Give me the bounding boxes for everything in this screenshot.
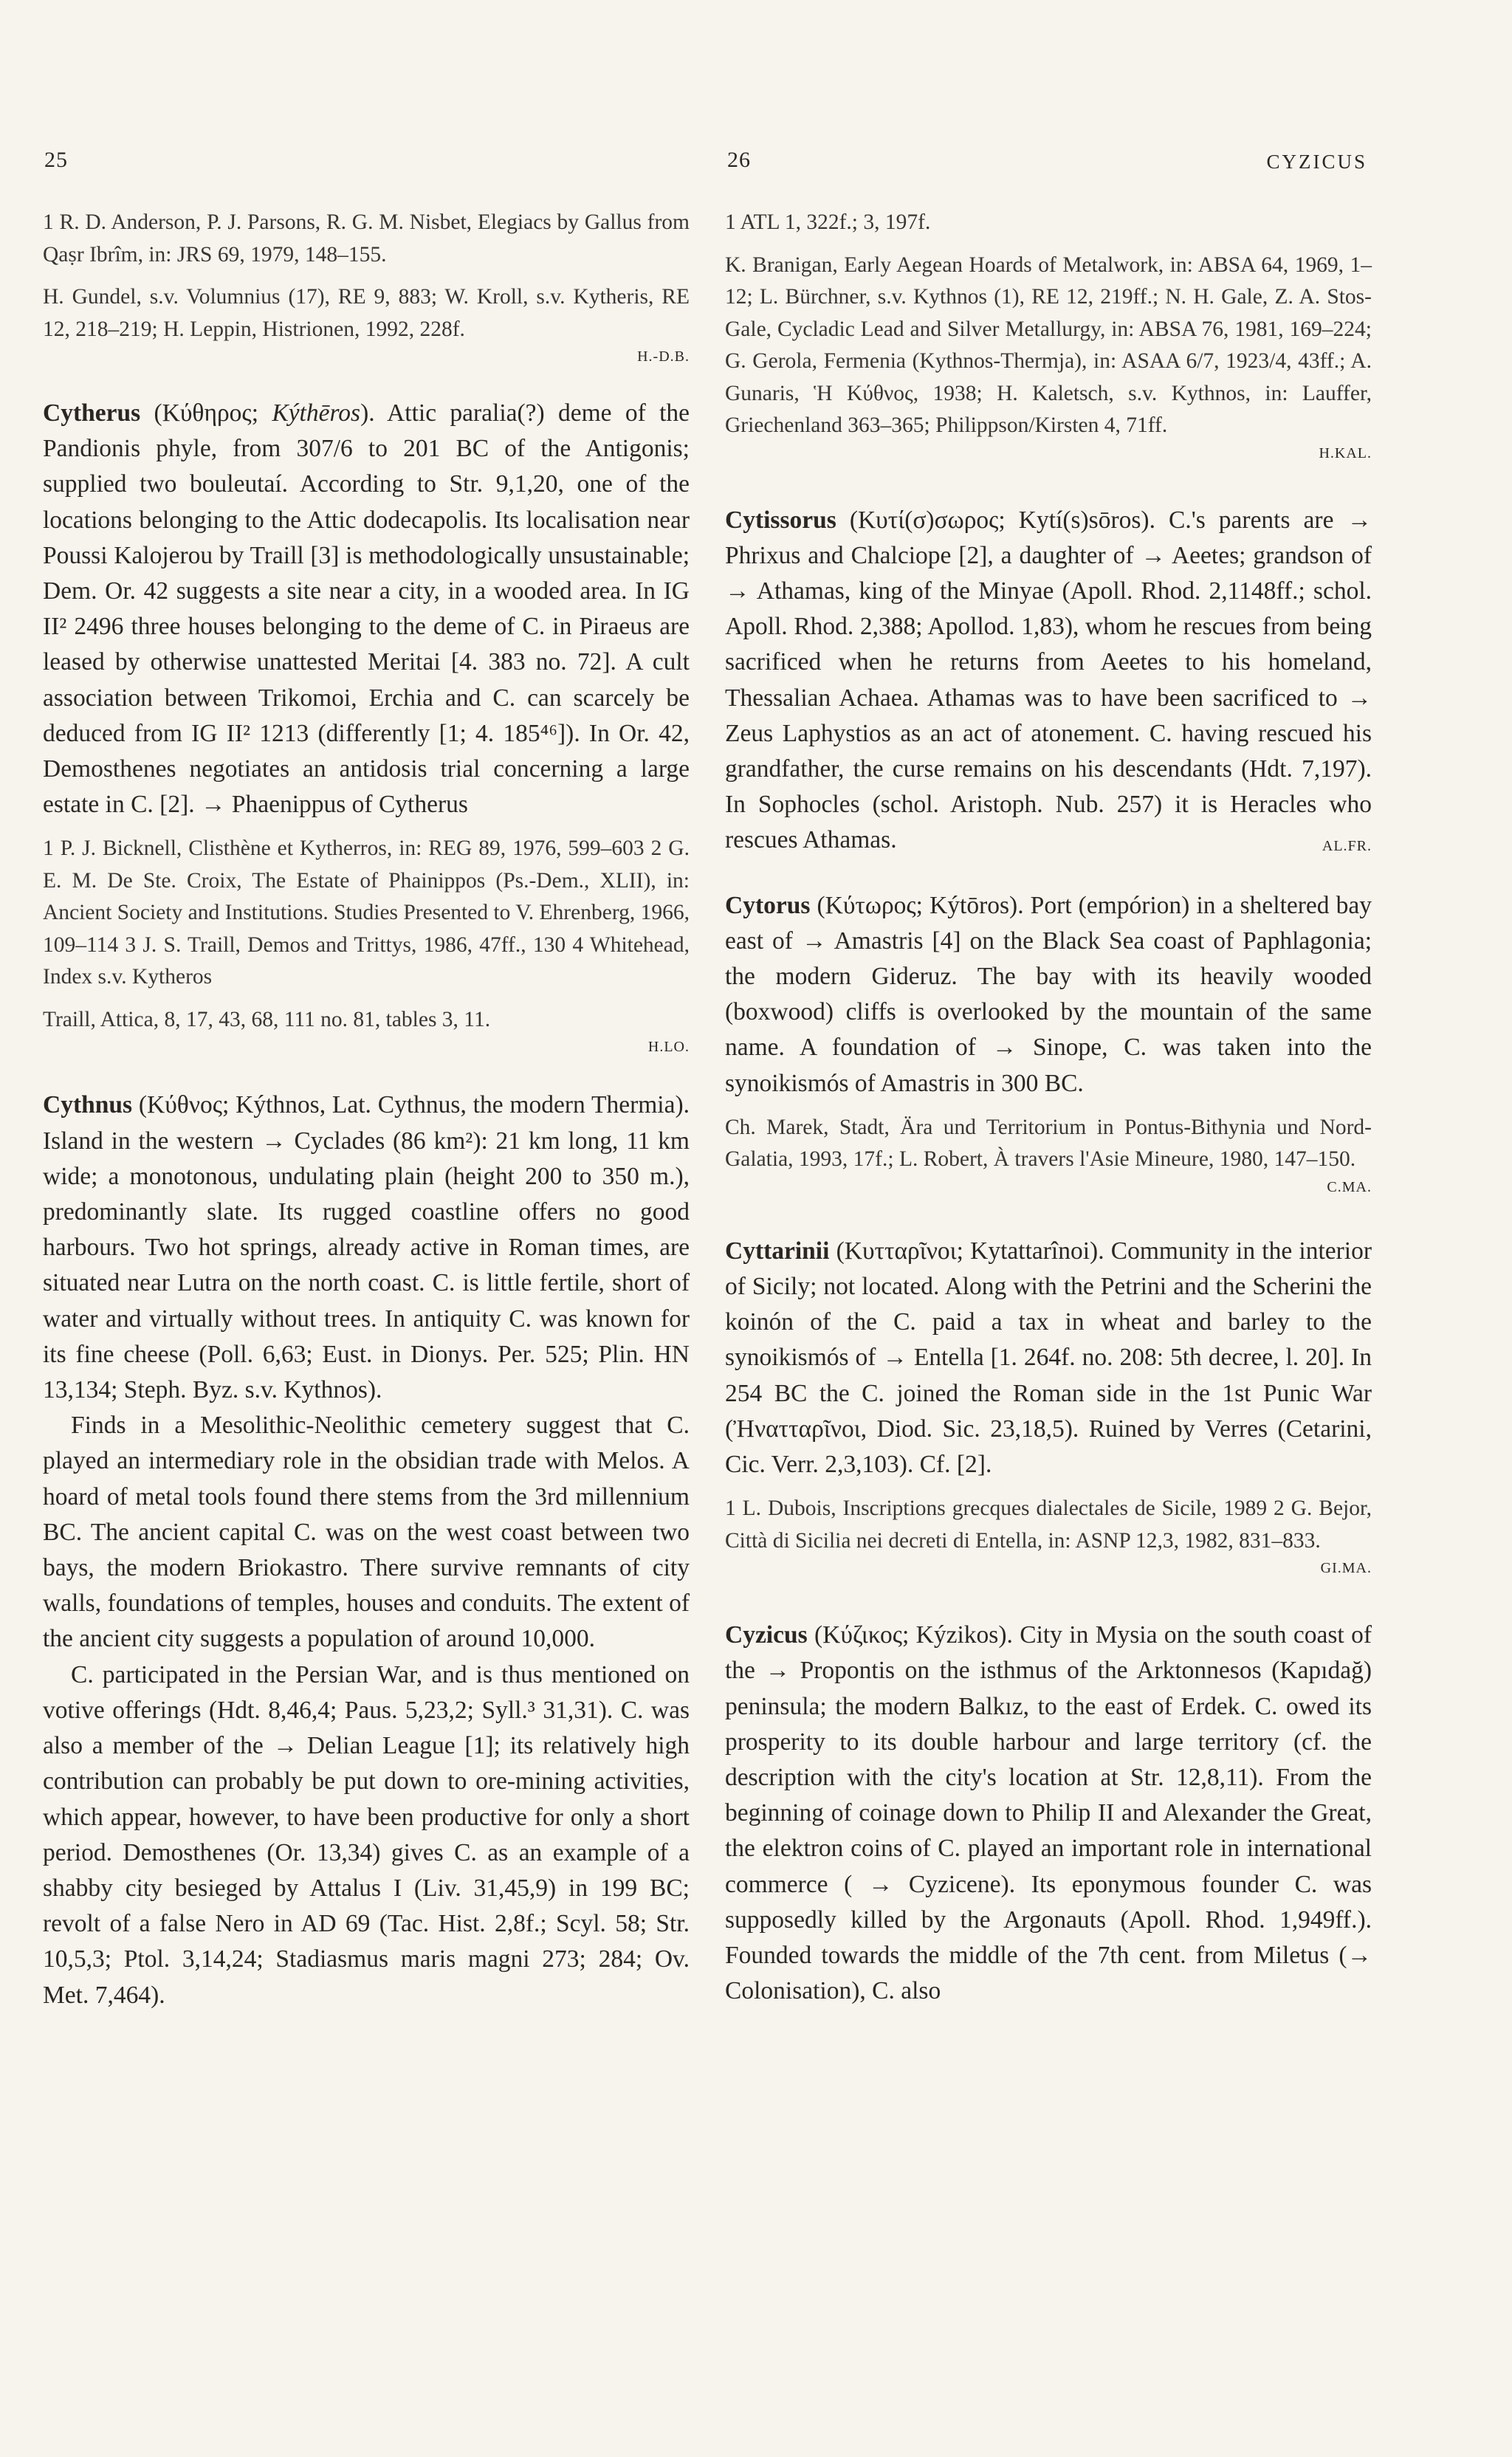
bibliography: K. Branigan, Early Aegean Hoards of Metalwork, in: ABSA 64, 1969, 1–12; L. Bürchner, s.v. Kythnos (1), RE 12, 219ff.; N. H. Gale, Z. A. Stos-Gale, Cycladic Lead and Silver Metallurgy, in: ABSA 76, 1981, 169–224; G. Gerola, Fermenia (Kythnos-Thermja), in: ASAA 6/7, 1923/4, 43ff.; A. Gunaris, Ἡ Κύθνος, 1938; H. Kaletsch, s.v. Kythnos, in: Lauffer, Griechenland 363–365; Philippson/Kirsten 4, 71ff. [725, 252, 1372, 437]
headword: Cyzicus [725, 1621, 808, 1649]
author-initials: H.LO. [647, 1039, 690, 1056]
cytherus-refs [43, 833, 690, 1036]
author-initials: H.-D.B. [637, 348, 690, 365]
right-column [725, 192, 1372, 2009]
greek-name: (Κύθηρος; [154, 399, 259, 427]
entry-cytherus [43, 396, 690, 822]
cyttarinii-refs [725, 1493, 1372, 1557]
entry-cythnus [43, 1087, 690, 2013]
page-number-left: 25 [44, 148, 68, 172]
author-initials: AL.FR. [1322, 838, 1372, 855]
entry-text: ). Attic paralia(?) deme of the Pandionis phyle, from 307/6 to 201 BC of the Antigonis; supplied two bouleutaí. According to Str. 9,1,20, one of the locations belonging to the Attic dodecapolis. Its localisation near Poussi Kalojerou by Traill [3] is methodologically unsustainable; Dem. Or. 42 suggests a site near a city, in a wooded area. In IG II² 2496 three houses belonging to the deme of C. in Piraeus are leased by otherwise unattested Meritai [4. 383 no. 72]. A cult association between Trikomoi, Erchia and C. can scarcely be deduced from IG II² 1213 (differently [1; 4. 185⁴⁶]). In Or. 42, Demosthenes negotiates an antidosis trial concerning a large estate in C. [2]. → Phaenippus of Cytherus [43, 399, 690, 819]
ref-line: 1 ATL 1, 322f.; 3, 197f. [725, 210, 931, 234]
page-number-right: 26 [727, 148, 751, 172]
entry-cyzicus [725, 1618, 1372, 2009]
cythnus-refs [725, 207, 1372, 442]
entry-cytorus [725, 888, 1372, 1102]
entry-text: (Κυτί(σ)σωρος; Kytí(s)sōros). C.'s parents are → Phrixus and Chalciope [2], a daughter of → Aeetes; grandson of → Athamas, king of the Minyae (Apoll. Rhod. 2,1148ff.; schol. Apoll. Rhod. 2,388; Apollod. 1,83), whom he rescues from being sacrificed when he returns from Aeetes to his homeland, Thessalian Achaea. Athamas was to have been sacrificed to → Zeus Laphystios as an act of atonement. C. having rescued his grandfather, the curse remains on his descendants (Hdt. 7,197). In Sophocles (schol. Aristoph. Nub. 257) it is Heracles who rescues Athamas. [725, 506, 1372, 854]
paragraph: Finds in a Mesolithic-Neolithic cemetery suggest that C. played an intermediary role in the obsidian trade with Melos. A hoard of metal tools found there stems from the 3rd millennium BC. The ancient capital C. was on the west coast between two bays, the modern Briokastro. There survive remnants of city walls, foundations of temples, houses and conduits. The extent of the ancient city suggests a population of around 10,000. [43, 1412, 690, 1653]
ref-list: Ch. Marek, Stadt, Ära und Territorium in Pontus-Bithynia und Nord-Galatia, 1993, 17f.; L. Robert, À travers l'Asie Mineure, 1980, 147–150. [725, 1115, 1372, 1172]
headword: Cyttarinii [725, 1237, 830, 1265]
entry-text: (Κύτωρος; Kýtōros). Port (empórion) in a sheltered bay east of → Amastris [4] on the Black Sea coast of Paphlagonia; the modern Gideruz. The bay with its heavily wooded (boxwood) cliffs is overlooked by the mountain of the same name. A foundation of → Sinope, C. was taken into the synoikismós of Amastris in 300 BC. [725, 891, 1372, 1097]
entry-cytissorus [725, 503, 1372, 859]
ref-line: 1 R. D. Anderson, P. J. Parsons, R. G. M. Nisbet, Elegiacs by Gallus from Qaṣr Ibrîm, in: JRS 69, 1979, 148–155. [43, 210, 690, 267]
entry-cyttarinii [725, 1234, 1372, 1482]
paragraph: C. participated in the Persian War, and is thus mentioned on votive offerings (Hdt. 8,46,4; Paus. 5,23,2; Syll.³ 31,31). C. was also a member of the → Delian League [1]; its relatively high contribution can probably be put down to ore-mining activities, which appear, however, to have been productive for only a short period. Demosthenes (Or. 13,34) gives C. as an example of a shabby city besieged by Attalus I (Liv. 31,45,9) in 199 BC; revolt of a false Nero in AD 69 (Tac. Hist. 2,8f.; Scyl. 58; Str. 10,5,3; Ptol. 3,14,24; Stadiasmus maris magni 273; 284; Ov. Met. 7,464). [43, 1660, 690, 2009]
headword: Cytherus [43, 399, 141, 427]
ref-list: 1 P. J. Bicknell, Clisthène et Kytherros, in: REG 89, 1976, 599–603 2 G. E. M. De Ste. Croix, The Estate of Phainippos (Ps.-Dem., XLII), in: Ancient Society and Institutions. Studies Presented to V. Ehrenberg, 1966, 109–114 3 J. S. Traill, Demos and Trittys, 1986, 47ff., 130 4 Whitehead, Index s.v. Kytheros [43, 836, 690, 989]
entry-text: (Κύθνος; Kýthnos, Lat. Cythnus, the modern Thermia). Island in the western → Cyclades (86 km²): 21 km long, 11 km wide; a monotonous, undulating plain (height 200 to 350 m.), predominantly slate. Its rugged coastline offers no good harbours. Two hot springs, already active in Roman times, are situated near Lutra on the north coast. C. is little fertile, short of water and virtually without trees. In antiquity C. was known for its fine cheese (Poll. 6,63; Eust. in Dionys. Per. 525; Plin. HN 13,134; Steph. Byz. s.v. Kythnos). [43, 1091, 690, 1404]
left-column [43, 192, 690, 2013]
running-head: CYZICUS [1266, 151, 1367, 173]
headword: Cythnus [43, 1091, 133, 1119]
author-initials: GI.MA. [1320, 1560, 1372, 1577]
cytorus-refs [725, 1112, 1372, 1176]
entry-text: (Κυτταρῖνοι; Kytattarînoi). Community in the interior of Sicily; not located. Along with the Petrini and the Scherini the koinón of the C. paid a tax in wheat and barley to the synoikismós of → Entella [1. 264f. no. 208: 5th decree, l. 20]. In 254 BC the C. joined the Roman side in the 1st Punic War (Ἠνατταρῖνοι, Diod. Sic. 23,18,5). Ruined by Verres (Cetarini, Cic. Verr. 2,3,103). Cf. [2]. [725, 1237, 1372, 1478]
headword: Cytissorus [725, 506, 836, 534]
author-initials: H.KAL. [1319, 444, 1372, 461]
ref-list: 1 L. Dubois, Inscriptions grecques dialectales de Sicile, 1989 2 G. Bejor, Città di Sicilia nei decreti di Entella, in: ASNP 12,3, 1982, 831–833. [725, 1496, 1372, 1553]
transliteration: Kýthēros [272, 399, 361, 427]
author-initials: C.MA. [1327, 1178, 1372, 1195]
headword: Cytorus [725, 891, 811, 919]
prev-entry-refs [43, 207, 690, 346]
entry-text: (Κύζικος; Kýzikos). City in Mysia on the south coast of the → Propontis on the isthmus of the Arktonnesos (Kapıdağ) peninsula; the modern Balkız, to the east of Erdek. C. owed its prosperity to its double harbour and large territory (cf. the description with the city's location at Str. 12,8,11). From the beginning of coinage down to Philip II and Alexander the Great, the elektron coins of C. played an important role in international commerce ( → Cyzicene). Its eponymous founder C. was supposedly killed by the Argonauts (Apoll. Rhod. 1,949ff.). Founded towards the middle of the 7th cent. from Miletus (→ Colonisation), C. also [725, 1621, 1372, 2005]
bibliography: Traill, Attica, 8, 17, 43, 68, 111 no. 81, tables 3, 11. [43, 1007, 491, 1031]
ref-line: H. Gundel, s.v. Volumnius (17), RE 9, 883; W. Kroll, s.v. Kytheris, RE 12, 218–219; H. Leppin, Histrionen, 1992, 228f. [43, 285, 690, 341]
